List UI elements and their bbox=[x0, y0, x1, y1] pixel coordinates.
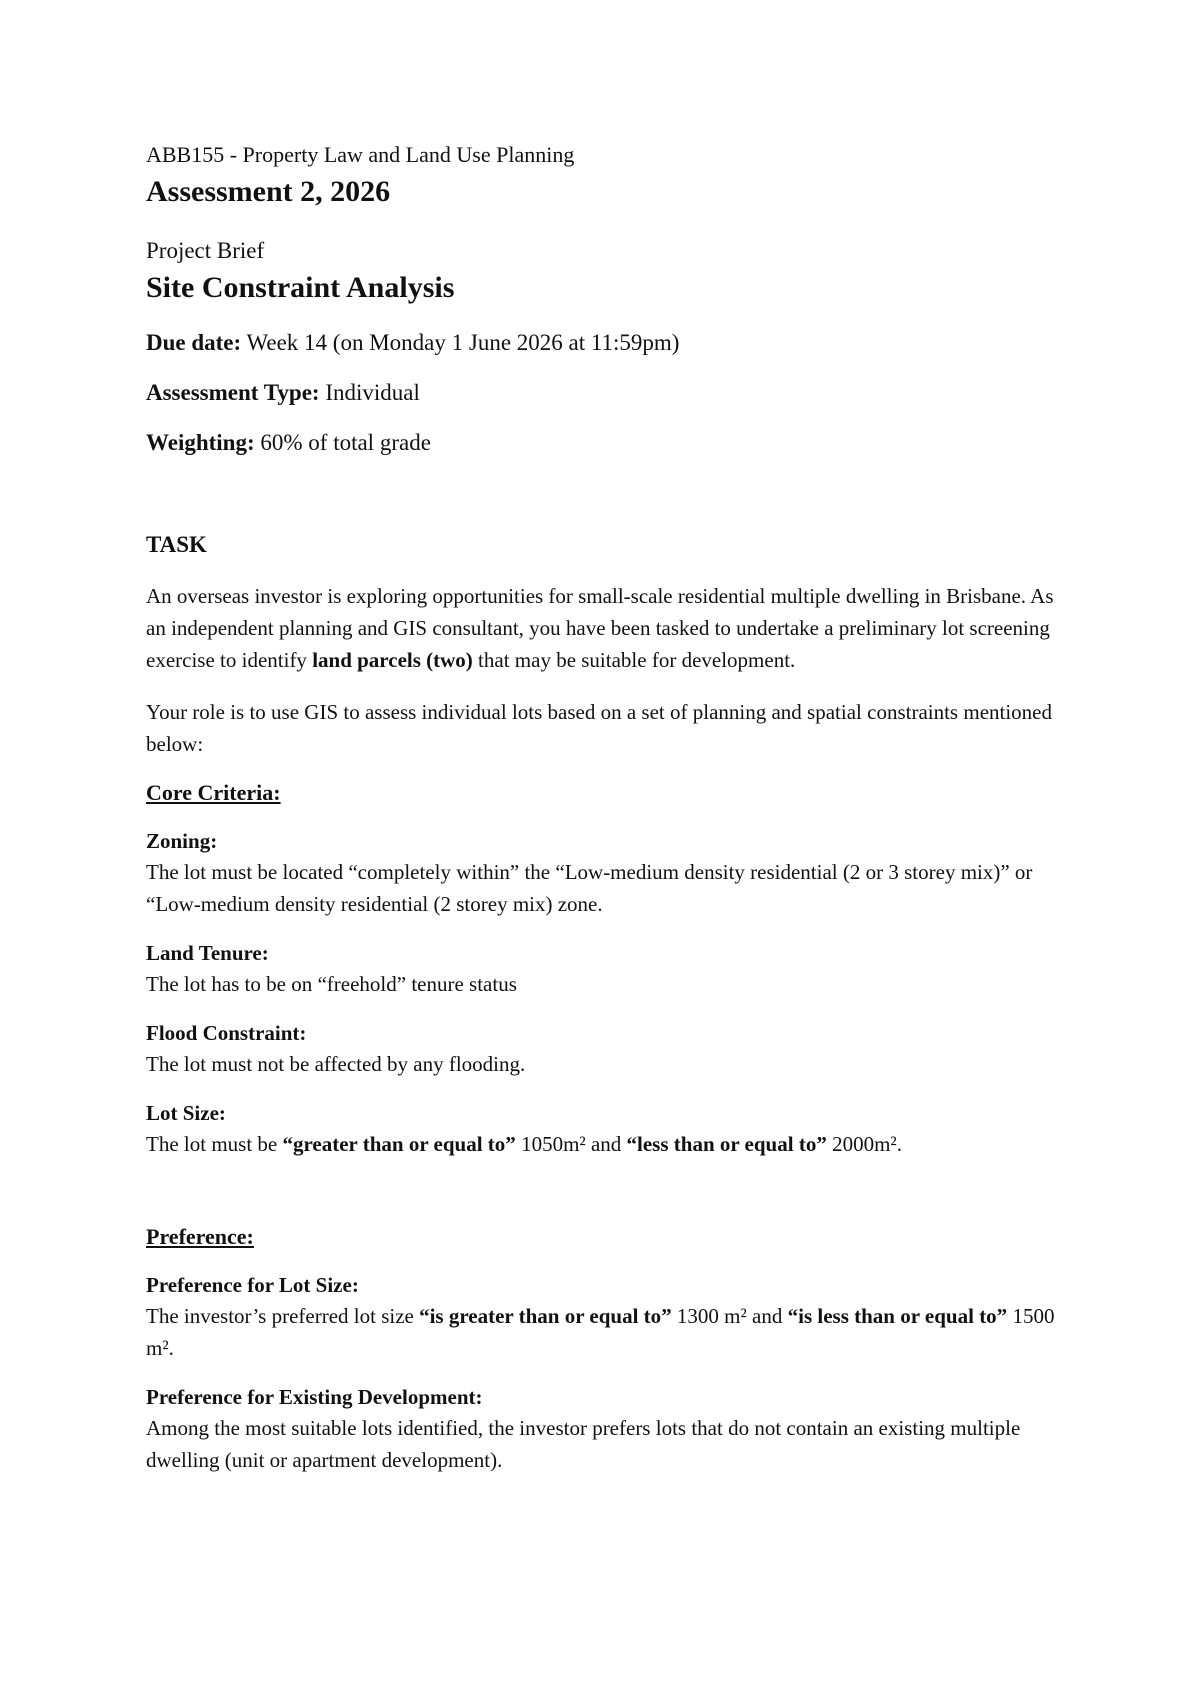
pref-dev-label: Preference for Existing Development: bbox=[146, 1385, 483, 1409]
pref-size-text-a: The investor’s preferred lot size bbox=[146, 1304, 420, 1328]
assessment-title: Assessment 2, 2026 bbox=[146, 175, 391, 208]
lot-size-text-d: 2000m². bbox=[826, 1132, 902, 1156]
pref-size-text-d: 1500 m². bbox=[146, 1304, 1055, 1360]
due-date-value: Week 14 (on Monday 1 June 2026 at 11:59pm) bbox=[241, 330, 680, 355]
preference-lot-size bbox=[146, 1270, 1066, 1364]
tenure-text: The lot has to be on “freehold” tenure status bbox=[146, 972, 517, 996]
tenure-label: Land Tenure: bbox=[146, 941, 269, 965]
task-para1-bold: land parcels (two) bbox=[312, 648, 473, 672]
weighting-line bbox=[146, 428, 1066, 458]
preference-heading: Preference: bbox=[146, 1224, 254, 1249]
page-title: Site Constraint Analysis bbox=[146, 271, 455, 304]
assessment-type-label: Assessment Type: bbox=[146, 380, 320, 405]
lot-size-text-c: 1050m² and bbox=[515, 1132, 627, 1156]
pref-size-bold-1: “is greater than or equal to” bbox=[419, 1304, 672, 1328]
lot-size-text bbox=[146, 1128, 1066, 1160]
lot-size-label: Lot Size: bbox=[146, 1101, 226, 1125]
pref-lot-size-text bbox=[146, 1300, 1066, 1364]
assessment-type-line bbox=[146, 378, 1066, 408]
task-para1-text-a: An overseas investor is exploring opportunities for small-scale residential multiple dwelling in Brisbane. As an independent planning and GIS consultant, you have been tasked to undertake a preliminary lot screening exercise to identify bbox=[146, 584, 1054, 672]
weighting-label: Weighting: bbox=[146, 430, 255, 455]
due-date-label: Due date: bbox=[146, 330, 242, 355]
course-title: ABB155 - Property Law and Land Use Planning bbox=[146, 142, 575, 167]
brief-label: Project Brief bbox=[146, 238, 265, 263]
criterion-lot-size bbox=[146, 1098, 1066, 1160]
weighting-value: 60% of total grade bbox=[254, 430, 431, 455]
criterion-land-tenure bbox=[146, 938, 1066, 1000]
lot-size-text-a: The lot must be bbox=[146, 1132, 283, 1156]
lot-size-bold-1: “greater than or equal to” bbox=[282, 1132, 516, 1156]
core-criteria-heading: Core Criteria: bbox=[146, 780, 281, 805]
zoning-label: Zoning: bbox=[146, 829, 218, 853]
task-heading: TASK bbox=[146, 532, 207, 557]
pref-lot-size-label: Preference for Lot Size: bbox=[146, 1273, 359, 1297]
assessment-type-value: Individual bbox=[319, 380, 420, 405]
task-paragraph-2: Your role is to use GIS to assess individual lots based on a set of planning and spatial constraints mentioned below: bbox=[146, 700, 1053, 756]
criterion-flood bbox=[146, 1018, 1066, 1080]
pref-size-text-c: 1300 m² and bbox=[671, 1304, 788, 1328]
preference-existing-development bbox=[146, 1382, 1066, 1476]
zoning-text: The lot must be located “completely within” the “Low-medium density residential (2 or 3 storey mix)” or “Low-medium density residential (2 storey mix) zone. bbox=[146, 860, 1033, 916]
pref-size-bold-2: “is less than or equal to” bbox=[787, 1304, 1008, 1328]
due-date-line bbox=[146, 328, 1066, 358]
document-page bbox=[146, 140, 1066, 1476]
criterion-zoning bbox=[146, 826, 1066, 920]
task-paragraph-1 bbox=[146, 580, 1066, 676]
flood-text: The lot must not be affected by any flooding. bbox=[146, 1052, 526, 1076]
pref-dev-text: Among the most suitable lots identified, the investor prefers lots that do not contain an existing multiple dwelling (unit or apartment development). bbox=[146, 1416, 1021, 1472]
lot-size-bold-2: “less than or equal to” bbox=[626, 1132, 827, 1156]
task-para1-text-b: that may be suitable for development. bbox=[472, 648, 796, 672]
flood-label: Flood Constraint: bbox=[146, 1021, 307, 1045]
